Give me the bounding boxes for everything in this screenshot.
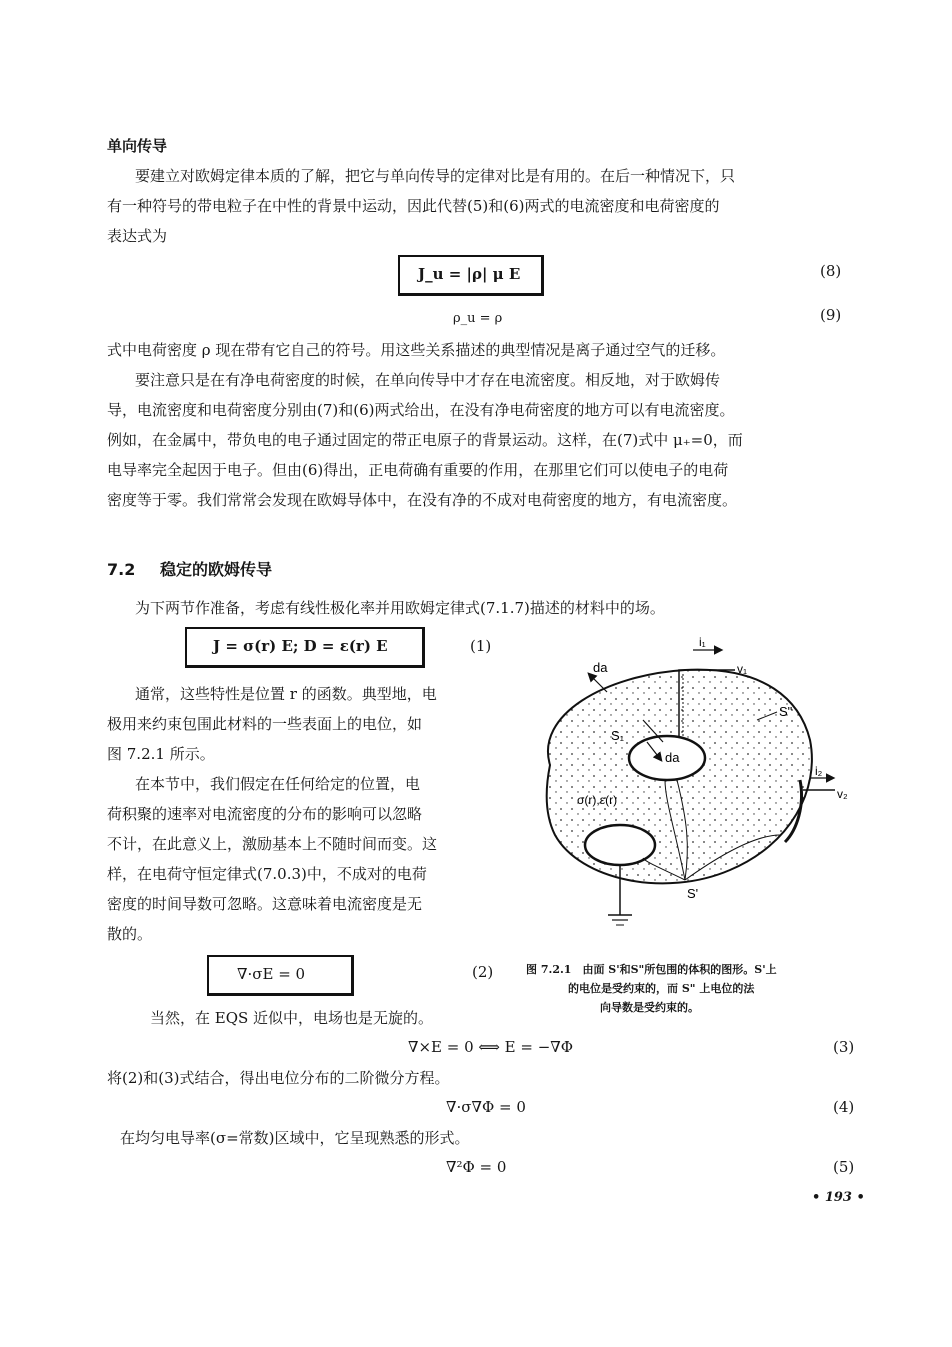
- figure-label-v2: v₂: [837, 787, 848, 801]
- paragraph-line: 图 7.2.1 所示。: [107, 745, 215, 763]
- equation-9: ρ_u = ρ: [453, 311, 503, 326]
- paragraph-line: 在本节中，我们假定在任何给定的位置，电: [135, 775, 421, 793]
- figure-label-i2: i₂: [815, 764, 823, 778]
- paragraph-line: 将(2)和(3)式结合，得出电位分布的二阶微分方程。: [107, 1069, 450, 1087]
- paragraph-line: 荷积聚的速率对电流密度的分布的影响可以忽略: [107, 805, 423, 823]
- figure-label-s1: S₁: [611, 728, 625, 743]
- figure-label-da-outer: da: [593, 660, 608, 675]
- paragraph-line: 表达式为: [107, 227, 168, 245]
- equation-number-5: (5): [833, 1158, 855, 1176]
- equation-box-1: [185, 627, 425, 668]
- paragraph-line: 要注意只是在有净电荷密度的时候，在单向传导中才存在电流密度。相反地，对于欧姆传: [135, 371, 721, 389]
- paragraph-line: 在均匀电导率(σ=常数)区域中，它呈现熟悉的形式。: [120, 1129, 470, 1147]
- figure-label-s-prime: S': [687, 886, 699, 901]
- equation-box-2: [207, 955, 354, 996]
- equation-2: ∇·σE = 0: [237, 965, 306, 983]
- equation-number-2: (2): [472, 963, 494, 981]
- figure-label-da-inner: da: [665, 750, 680, 765]
- equation-number-4: (4): [833, 1098, 855, 1116]
- figure-label-material: σ(r),ε(r): [577, 793, 618, 807]
- paragraph-line: 电导率完全起因于电子。但由(6)得出，正电荷确有重要的作用，在那里它们可以使电子的电荷: [107, 461, 729, 479]
- paragraph-line: 不计，在此意义上，激励基本上不随时间而变。这: [107, 835, 438, 853]
- equation-8: J_u = |ρ| μ E: [418, 265, 521, 283]
- section-title-steady-ohmic: 稳定的欧姆传导: [160, 560, 273, 579]
- paragraph-line: 式中电荷密度 ρ 现在带有它自己的符号。用这些关系描述的典型情况是离子通过空气的迁移。: [107, 341, 726, 359]
- equation-box-8: [398, 255, 544, 296]
- section-title-unidirectional: 单向传导: [107, 137, 168, 155]
- figure-caption-line: 的电位是受约束的，而 S" 上电位的法: [568, 982, 755, 995]
- paragraph-line: 导，电流密度和电荷密度分别由(7)和(6)两式给出，在没有净电荷密度的地方可以有电流密度。: [107, 401, 735, 419]
- figure-label-i1: i₁: [699, 635, 706, 649]
- paragraph-line: 极用来约束包围此材料的一些表面上的电位，如: [107, 715, 423, 733]
- figure-label-v1: v₁: [737, 662, 748, 676]
- equation-number-9: (9): [820, 306, 842, 324]
- equation-1: J = σ(r) E; D = ε(r) E: [213, 637, 388, 655]
- figure-7-2-1: [515, 630, 875, 950]
- equation-number-3: (3): [833, 1038, 855, 1056]
- equation-number-1: (1): [470, 637, 492, 655]
- paragraph-line: 样，在电荷守恒定律式(7.0.3)中，不成对的电荷: [107, 865, 427, 883]
- equation-3: ∇×E = 0 ⟺ E = −∇Φ: [408, 1038, 574, 1056]
- figure-label-s-double: S": [779, 704, 793, 719]
- paragraph-line: 通常，这些特性是位置 r 的函数。典型地，电: [135, 685, 437, 703]
- figure-caption-line: 图 7.2.1 由面 S'和S"所包围的体积的图形。S'上: [526, 963, 777, 976]
- figure-caption-line: 向导数是受约束的。: [600, 1001, 699, 1014]
- paragraph-line: 要建立对欧姆定律本质的了解，把它与单向传导的定律对比是有用的。在后一种情况下，只: [135, 167, 736, 185]
- equation-number-8: (8): [820, 262, 842, 280]
- equation-4: ∇·σ∇Φ = 0: [446, 1098, 526, 1116]
- paragraph-line: 例如，在金属中，带负电的电子通过固定的带正电原子的背景运动。这样，在(7)式中 μ₊=0，而: [107, 431, 743, 449]
- paragraph-line: 有一种符号的带电粒子在中性的背景中运动，因此代替(5)和(6)两式的电流密度和电荷密度的: [107, 197, 720, 215]
- paragraph-line: 散的。: [107, 925, 153, 943]
- page-number: • 193 •: [812, 1190, 865, 1205]
- paragraph-line: 密度的时间导数可忽略。这意味着电流密度是无: [107, 895, 423, 913]
- section-number: 7.2: [107, 560, 136, 579]
- paragraph-line: 当然，在 EQS 近似中，电场也是无旋的。: [150, 1009, 434, 1027]
- equation-5: ∇²Φ = 0: [446, 1158, 507, 1176]
- paragraph-line: 为下两节作准备，考虑有线性极化率并用欧姆定律式(7.1.7)描述的材料中的场。: [135, 599, 665, 617]
- paragraph-line: 密度等于零。我们常常会发现在欧姆导体中，在没有净的不成对电荷密度的地方，有电流密度。: [107, 491, 738, 509]
